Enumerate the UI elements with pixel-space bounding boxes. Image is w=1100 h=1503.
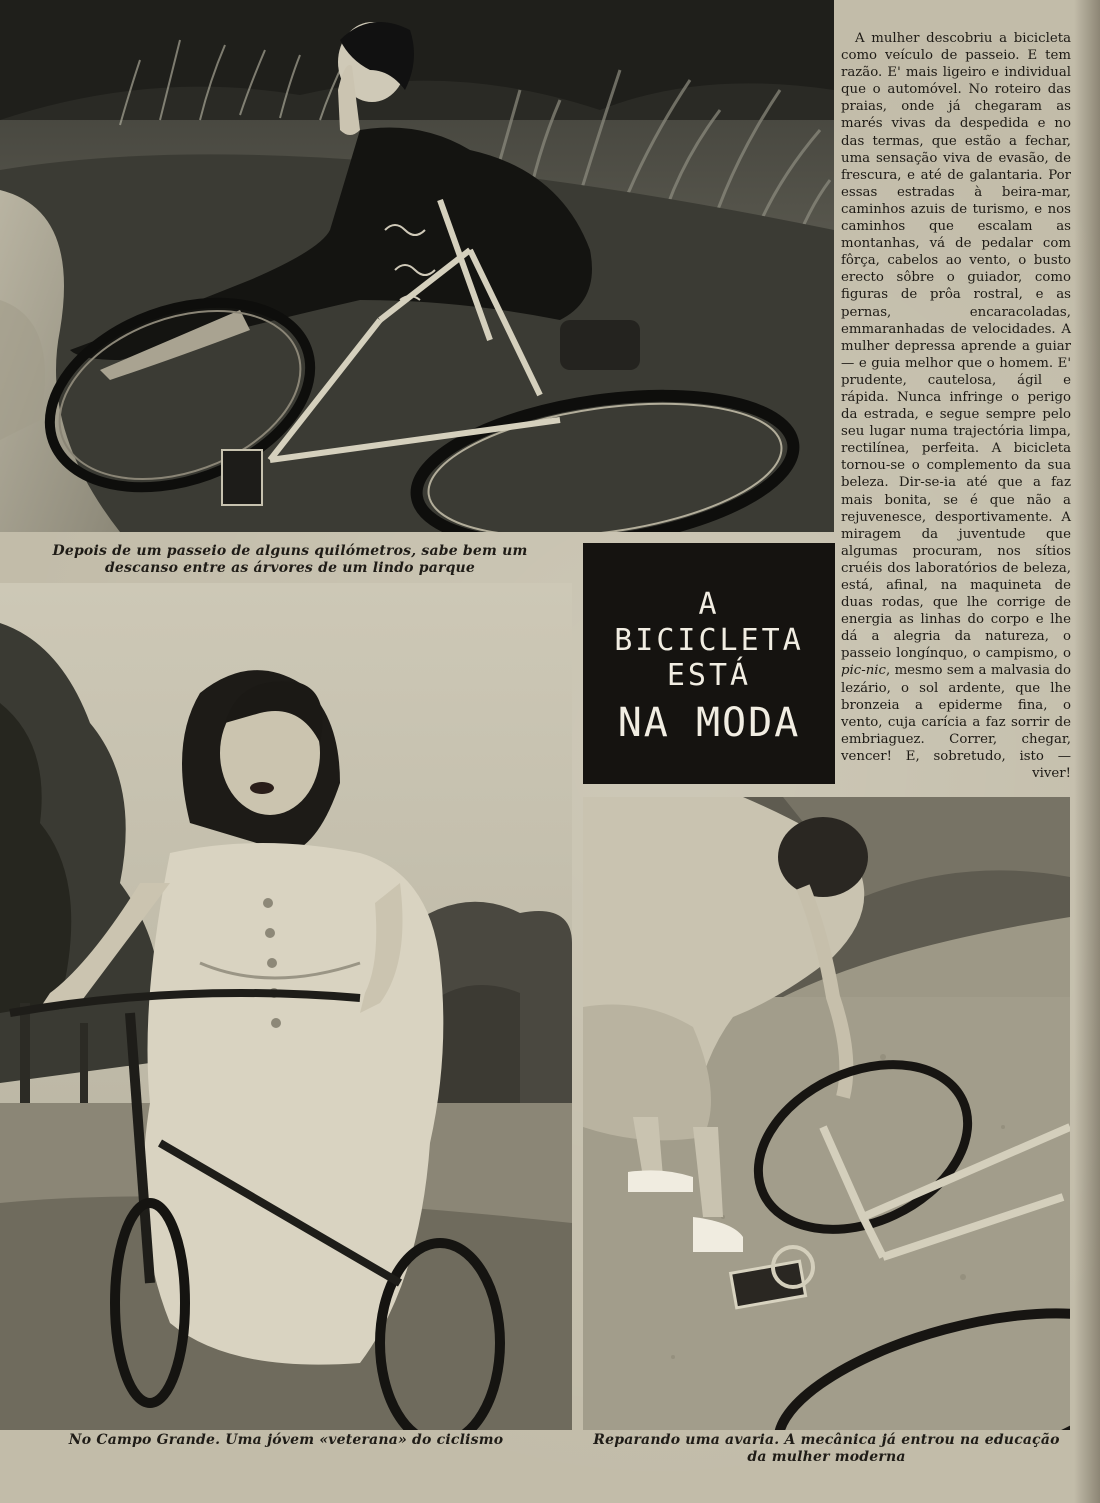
headline-line-2: BICICLETA	[614, 622, 804, 658]
caption-bottom-left-photo: No Campo Grande. Uma jóvem «veterana» do ciclismo	[68, 1432, 504, 1448]
page-edge-shadow	[1074, 0, 1100, 1503]
headline-line-4: NA MODA	[617, 699, 801, 746]
caption-bottom-right-photo: Reparando uma avaria. A mecânica já entrou na educação da mulher moderna	[593, 1432, 1060, 1465]
article-text-italic: pic-nic	[841, 663, 886, 679]
photo-woman-repairing-bicycle	[583, 797, 1070, 1430]
article-text-part2: , mesmo sem a malvasia do lezário, o sol ardente, que lhe bronzeia a epiderme fina, o vento, cuja carícia a faz sorrir de embriaguez. Correr, chegar, vencer! E, sobretudo, isto — viver!	[841, 663, 1071, 782]
headline-box	[583, 543, 835, 784]
headline-line-1: A	[698, 587, 720, 623]
photo-woman-riding-bicycle	[0, 583, 572, 1430]
caption-top-photo: Depois de um passeio de alguns quilómetros, sabe bem um descanso entre as árvores de um lindo parque	[52, 543, 528, 576]
article-body	[841, 30, 1071, 782]
article-text-part1: A mulher descobriu a bicicleta como veículo de passeio. E tem razão. E' mais ligeiro e individual que o automóvel. No roteiro das praias, onde já chegaram as marés vivas da despedida e no das termas, que estão a fechar, uma sensação viva de evasão, de frescura, e até de galantaria. Por essas estradas à beira-mar, caminhos azuis de turismo, e nos caminhos que escalam as montanhas, vá de pedalar com fôrça, cabelos ao vento, o busto erecto sôbre o guiador, como figuras de prôa rostral, e as pernas, encaracoladas, emmaranhadas de velocidades. A mulher depressa aprende a guiar — e guia melhor que o homem. E' prudente, cautelosa, ágil e rápida. Nunca infringe o perigo da estrada, e segue sempre pelo seu lugar numa trajectória limpa, rectilínea, perfeita. A bicicleta tornou-se o complemento da sua beleza. Dir-se-ia até que a faz mais bonita, se é que não a rejuvenesce, desportivamente. A miragem da juventude que algumas procuram, nos sítios cruéis dos laboratórios de beleza, está, afinal, na maquineta de duas rodas, que lhe corrige de energia as linhas do corpo e lhe dá a alegria da natureza, o passeio longínquo, o campismo, o	[841, 31, 1071, 662]
headline-line-3: ESTÁ	[666, 658, 752, 694]
photo-woman-resting-with-bicycle	[0, 0, 834, 532]
article-paragraph	[841, 30, 1071, 782]
